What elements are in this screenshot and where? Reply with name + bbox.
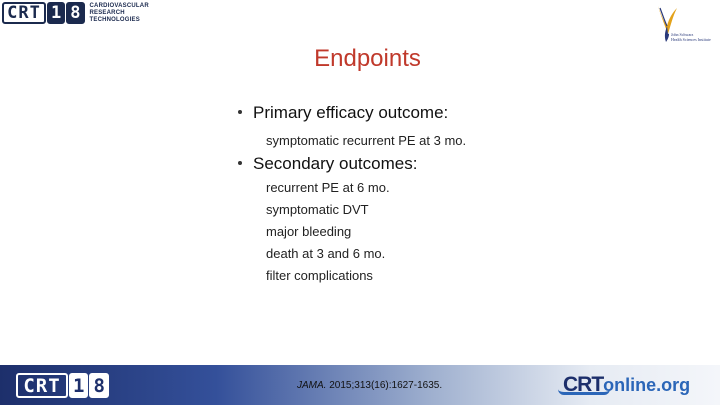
secondary-subitems (238, 177, 390, 287)
logo-tagline-line-1: CARDIOVASCULAR (89, 2, 149, 9)
crtonline-swoosh-icon (558, 389, 610, 395)
crt18-footer-logo (16, 373, 110, 398)
citation-details: 2015;313(16):1627-1635. (326, 380, 443, 391)
institute-name (671, 32, 711, 42)
bullet-label: Secondary outcomes: (253, 154, 418, 173)
bullet-dot-icon (238, 161, 242, 165)
list-item: symptomatic DVT (266, 202, 369, 217)
institute-logo (655, 4, 717, 48)
logo-number-a: 1 (47, 2, 65, 24)
list-item: recurrent PE at 6 mo. (266, 180, 390, 195)
citation-journal: JAMA. (297, 380, 327, 391)
bullet-label: Primary efficacy outcome: (253, 103, 449, 122)
footer-logo-number-b: 8 (89, 373, 108, 398)
logo-tagline-line-2: RESEARCH (89, 9, 125, 16)
bullet-secondary-outcomes (238, 154, 417, 174)
bullet-primary-outcome (238, 103, 448, 123)
institute-name-line-2: Health Sciences Institute (671, 37, 711, 42)
list-item: death at 3 and 6 mo. (266, 246, 386, 261)
logo-boxes (2, 2, 86, 24)
list-item: major bleeding (266, 224, 352, 239)
primary-subitems (238, 130, 466, 152)
institute-name-line-1: John Schwarz (671, 32, 694, 37)
logo-tagline (90, 3, 149, 24)
crtonline-logo-crt: CRT (563, 373, 604, 396)
list-item: symptomatic recurrent PE at 3 mo. (266, 133, 467, 148)
logo-tagline-line-3: TECHNOLOGIES (89, 16, 140, 23)
bullet-dot-icon (238, 110, 242, 114)
slide-title: Endpoints (314, 45, 421, 72)
list-item: filter complications (266, 268, 373, 283)
crt18-header-logo (2, 1, 149, 25)
logo-number-b: 8 (66, 2, 84, 24)
logo-letters: CRT (2, 2, 46, 24)
footer-logo-letters: CRT (16, 373, 68, 398)
footer-bar (0, 365, 720, 405)
footer-logo-number-a: 1 (69, 373, 88, 398)
citation (297, 380, 442, 391)
crtonline-logo-online: online.org (603, 374, 691, 395)
